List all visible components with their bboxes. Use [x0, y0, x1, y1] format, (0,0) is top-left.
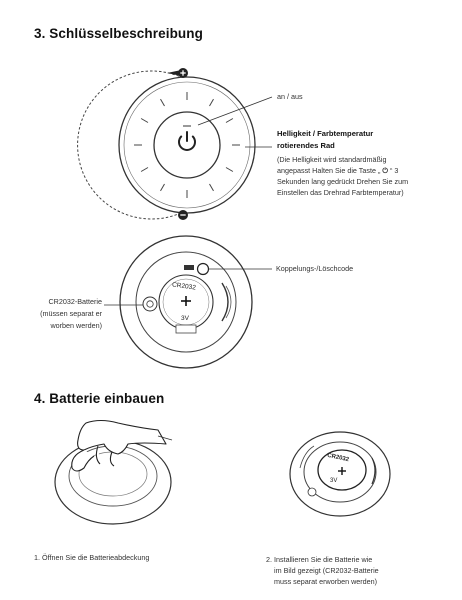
battery-label-line2: (müssen separat er — [40, 309, 102, 318]
wheel-desc-line2: angepasst Halten Sie die Taste „ ⏻ “ 3 — [277, 166, 399, 175]
wheel-title-line1: Helligkeit / Farbtemperatur — [277, 129, 374, 138]
battery-label-line3: worben werden) — [50, 321, 102, 330]
step2-caption-line2: im Bild gezeigt (CR2032-Batterie — [274, 566, 379, 575]
step2-cell-text: CR2032 — [326, 452, 350, 464]
battery-label-line1: CR2032-Batterie — [48, 297, 102, 306]
cell-voltage: 3V — [181, 315, 189, 322]
pairing-label: Koppelungs-/Löschcode — [276, 264, 354, 273]
wheel-desc-line3: Sekunden lang gedrückt Drehen Sie zum — [277, 177, 409, 186]
power-label: an / aus — [277, 92, 303, 101]
cell-text: CR2032 — [171, 281, 197, 292]
section-title-install-battery: 4. Batterie einbauen — [34, 391, 165, 406]
step2-caption-line3: muss separat erworben werden) — [274, 577, 378, 586]
step2-caption-line1: 2. Installieren Sie die Batterie wie — [266, 555, 373, 564]
step2-device — [290, 432, 390, 516]
step1-caption: 1. Öffnen Sie die Batterieabdeckung — [34, 553, 150, 562]
power-icon-inline: ⏻ — [382, 166, 389, 175]
section-title-key-description: 3. Schlüsselbeschreibung — [34, 26, 203, 41]
wheel-title-line2: rotierendes Rad — [277, 141, 335, 150]
wheel-desc-line1: (Die Helligkeit wird standardmäßig — [277, 155, 387, 164]
wheel-desc-line4: Einstellen das Drehrad Farbtemperatur) — [277, 188, 404, 197]
step2-cell-voltage: 3V — [330, 478, 338, 484]
